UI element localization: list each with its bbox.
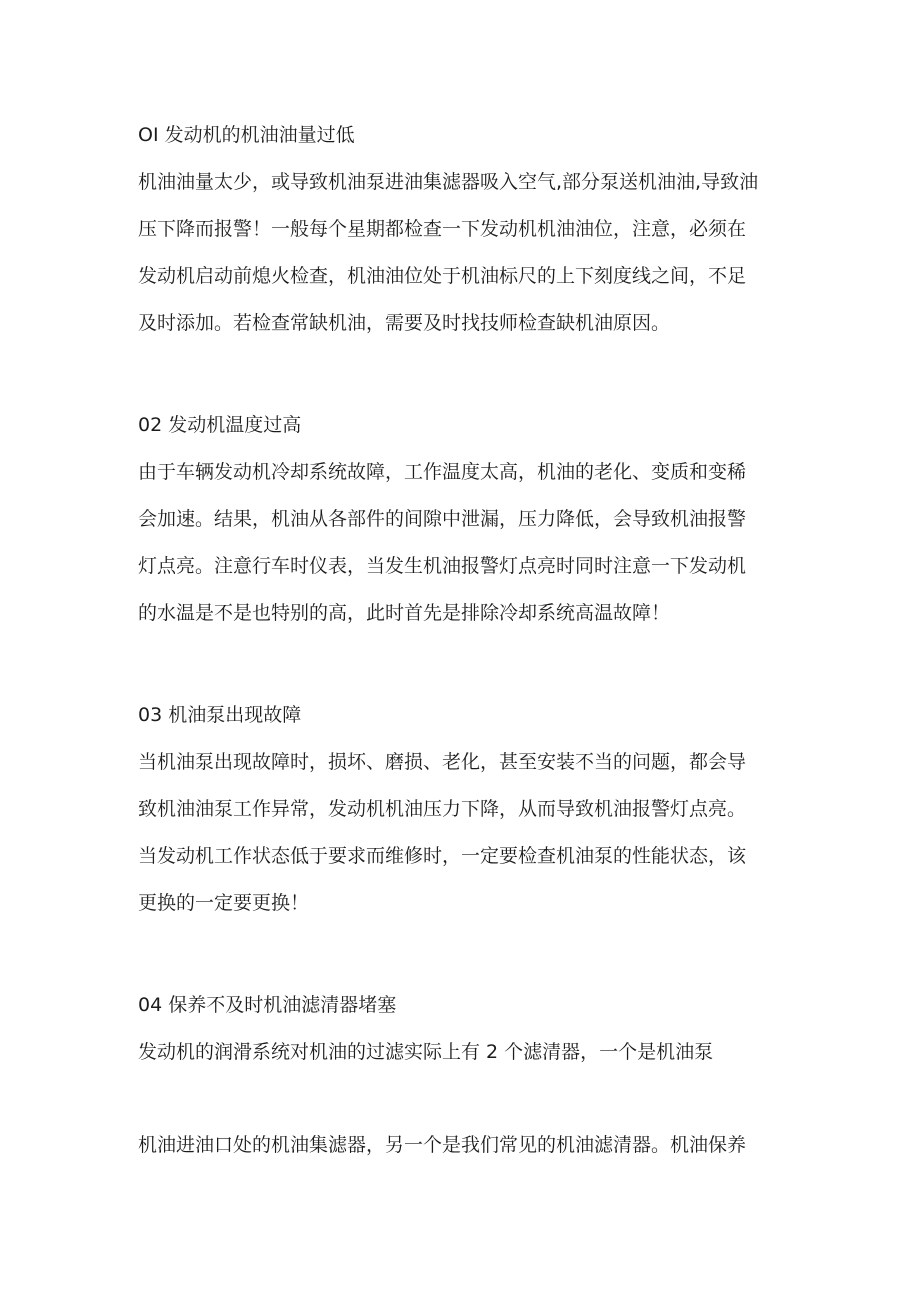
paragraph-line: 致机油油泵工作异常，发动机机油压力下降，从而导致机油报警灯点亮。 bbox=[138, 798, 747, 820]
section-paragraph-2 bbox=[138, 449, 788, 637]
section-paragraph-4 bbox=[138, 1029, 788, 1076]
section-heading-2: 02 发动机温度过高 bbox=[138, 414, 302, 436]
paragraph-spacer bbox=[138, 1076, 788, 1122]
paragraph-line: 发动机的润滑系统对机油的过滤实际上有 2 个滤清器，一个是机油泵 bbox=[138, 1041, 714, 1063]
paragraph-line: 更换的一定要更换！ bbox=[138, 892, 310, 914]
paragraph-line: 当机油泵出现故障时，损坏、磨损、老化，甚至安装不当的问题，都会导 bbox=[138, 751, 747, 773]
paragraph-line: 及时添加。若检查常缺机油，需要及时找技师检查缺机油原因。 bbox=[138, 312, 671, 334]
paragraph-line: 压下降而报警！一般每个星期都检查一下发动机机油油位，注意，必须在 bbox=[138, 218, 747, 240]
paragraph-line: 灯点亮。注意行车时仪表，当发生机油报警灯点亮时同时注意一下发动机 bbox=[138, 555, 747, 577]
paragraph-line: 机油油量太少，或导致机油泵进油集滤器吸入空气,部分泵送机油油,导致油 bbox=[138, 171, 759, 193]
paragraph-line: 当发动机工作状态低于要求而维修时，一定要检查机油泵的性能状态，该 bbox=[138, 845, 747, 867]
paragraph-line: 会加速。结果，机油从各部件的间隙中泄漏，压力降低，会导致机油报警 bbox=[138, 508, 747, 530]
section-paragraph-1 bbox=[138, 159, 788, 347]
document-page bbox=[138, 112, 788, 1169]
section-heading-3: 03 机油泵出现故障 bbox=[138, 704, 302, 726]
section-heading-4: 04 保养不及时机油滤清器堵塞 bbox=[138, 994, 397, 1016]
section-heading-1: OI 发动机的机油油量过低 bbox=[138, 124, 355, 146]
paragraph-line: 发动机启动前熄火检查，机油油位处于机油标尺的上下刻度线之间，不足 bbox=[138, 265, 747, 287]
trailing-paragraph bbox=[138, 1122, 788, 1169]
paragraph-line: 机油进油口处的机油集滤器，另一个是我们常见的机油滤清器。机油保养 bbox=[138, 1134, 747, 1156]
section-paragraph-3 bbox=[138, 739, 788, 927]
paragraph-line: 由于车辆发动机冷却系统故障，工作温度太高，机油的老化、变质和变稀 bbox=[138, 461, 747, 483]
section-spacer bbox=[138, 347, 788, 402]
section-spacer bbox=[138, 637, 788, 692]
paragraph-line: 的水温是不是也特别的高，此时首先是排除冷却系统高温故障！ bbox=[138, 602, 671, 624]
section-spacer bbox=[138, 927, 788, 982]
